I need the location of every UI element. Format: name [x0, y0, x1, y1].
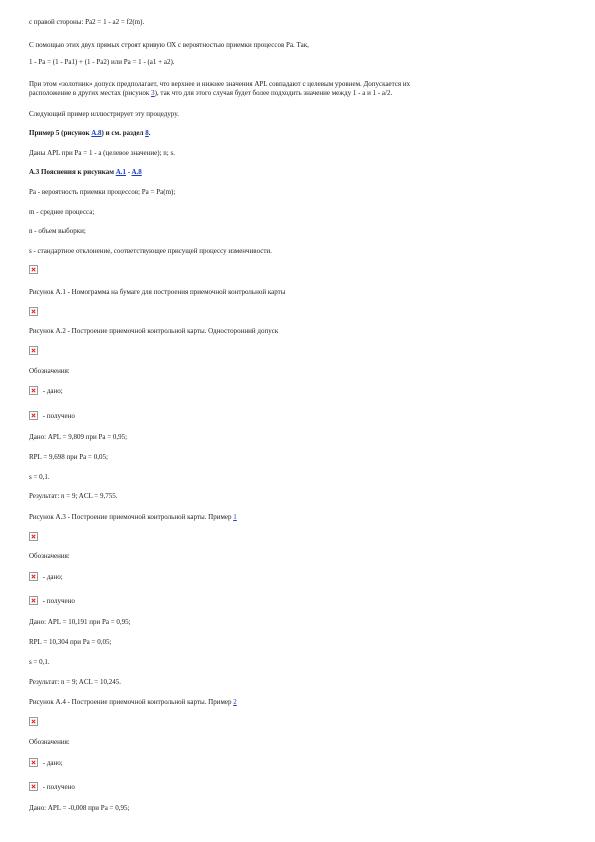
legend-item — [29, 411, 75, 421]
paragraph: Даны APL при Pa = 1 - a (целевое значение); n; s. — [29, 149, 175, 157]
paragraph: RPL = 9,698 при Pa = 0,05; — [29, 453, 108, 461]
text-fragment: A.3 Пояснения к рисункам — [29, 168, 116, 176]
text-fragment: расположение в других местах (рисунок — [29, 89, 152, 97]
legend-label: - получено — [41, 783, 75, 791]
paragraph: с правой стороны: Pa2 = 1 - a2 = f2(m). — [29, 18, 145, 26]
figure-link[interactable]: A.1 — [115, 168, 127, 176]
paragraph: Следующий пример иллюстрирует эту процедуру. — [29, 110, 179, 118]
broken-image-icon — [29, 386, 38, 395]
paragraph: С помощью этих двух прямых строят кривую ОХ с вероятностью приемки процессов Pa. Так, — [29, 41, 309, 49]
paragraph: Дано: APL = 9,809 при Pa = 0,95; — [29, 433, 128, 441]
legend-heading: Обозначения: — [29, 552, 70, 560]
text-fragment: Пример 5 (рисунок — [29, 129, 92, 137]
legend-label: - дано; — [41, 759, 63, 767]
example-link[interactable]: 1 — [233, 513, 237, 521]
paragraph: Результат: n = 9; ACL = 10,245. — [29, 678, 121, 686]
broken-image-icon — [29, 532, 38, 541]
paragraph — [29, 89, 392, 98]
legend-label: - дано; — [41, 573, 63, 581]
broken-image-icon — [29, 346, 38, 355]
text-fragment: Рисунок A.3 - Построение приемочной контрольной карты. Пример — [29, 513, 234, 521]
paragraph: Pa - вероятность приемки процессов; Pa = Pa(m); — [29, 188, 176, 196]
legend-label: - получено — [41, 412, 75, 420]
text-fragment: Рисунок A.4 - Построение приемочной контрольной карты. Пример — [29, 698, 234, 706]
legend-item — [29, 596, 75, 606]
paragraph: n - объем выборки; — [29, 227, 86, 235]
legend-item — [29, 758, 63, 768]
paragraph: Дано: APL = 10,191 при Pa = 0,95; — [29, 618, 131, 626]
paragraph: При этом «золотник» допуск предполагает, что верхнее и нижнее значения APL совпадают с целевым уровнем. Допускается их — [29, 80, 411, 88]
broken-image-icon — [29, 411, 38, 420]
section-link[interactable]: 8 — [145, 129, 149, 137]
legend-heading: Обозначения: — [29, 738, 70, 746]
broken-image-icon — [29, 758, 38, 767]
document-page — [29, 0, 569, 842]
text-fragment: - — [126, 168, 132, 176]
broken-image-icon — [29, 782, 38, 791]
legend-label: - получено — [41, 597, 75, 605]
figure-link[interactable]: A.8 — [91, 129, 102, 137]
text-fragment: . — [148, 129, 151, 137]
paragraph: s = 0,1. — [29, 473, 50, 481]
example-link[interactable]: 2 — [233, 698, 237, 706]
figure-link[interactable]: A.8 — [131, 168, 142, 176]
broken-image-icon — [29, 572, 38, 581]
broken-image-icon — [29, 717, 38, 726]
legend-item — [29, 572, 63, 582]
figure-caption: Рисунок A.2 - Построение приемочной контрольной карты. Односторонний допуск — [29, 327, 279, 335]
legend-heading: Обозначения: — [29, 367, 70, 375]
broken-image-icon — [29, 596, 38, 605]
formula-line: 1 - Pa = (1 - Pa1) + (1 - Pa2) или Pa = 1 - (a1 + a2). — [29, 58, 175, 66]
figure-caption — [29, 698, 237, 707]
text-fragment: ), так что для этого случая будет более подходить значение между 1 - a и 1 - a/2. — [154, 89, 393, 97]
paragraph: Дано: APL = -0,008 при Pa = 0,95; — [29, 804, 130, 812]
legend-label: - дано; — [41, 387, 63, 395]
paragraph: RPL = 10,304 при Pa = 0,05; — [29, 638, 112, 646]
figure-caption — [29, 513, 237, 522]
figure-link[interactable]: 3 — [151, 89, 155, 97]
legend-item — [29, 386, 63, 396]
broken-image-icon — [29, 307, 38, 316]
paragraph: Результат: n = 9; ACL = 9,755. — [29, 492, 118, 500]
section-heading — [29, 168, 142, 177]
figure-caption: Рисунок A.1 - Номограмма на бумаге для построения приемочной контрольной карты — [29, 288, 286, 296]
example-heading — [29, 129, 150, 138]
legend-item — [29, 782, 75, 792]
paragraph: m - среднее процесса; — [29, 208, 95, 216]
paragraph: s = 0,1. — [29, 658, 50, 666]
paragraph: s - стандартное отклонение, соответствующее присущей процессу изменчивости. — [29, 247, 272, 255]
text-fragment: ) и см. раздел — [101, 129, 146, 137]
broken-image-icon — [29, 265, 38, 274]
